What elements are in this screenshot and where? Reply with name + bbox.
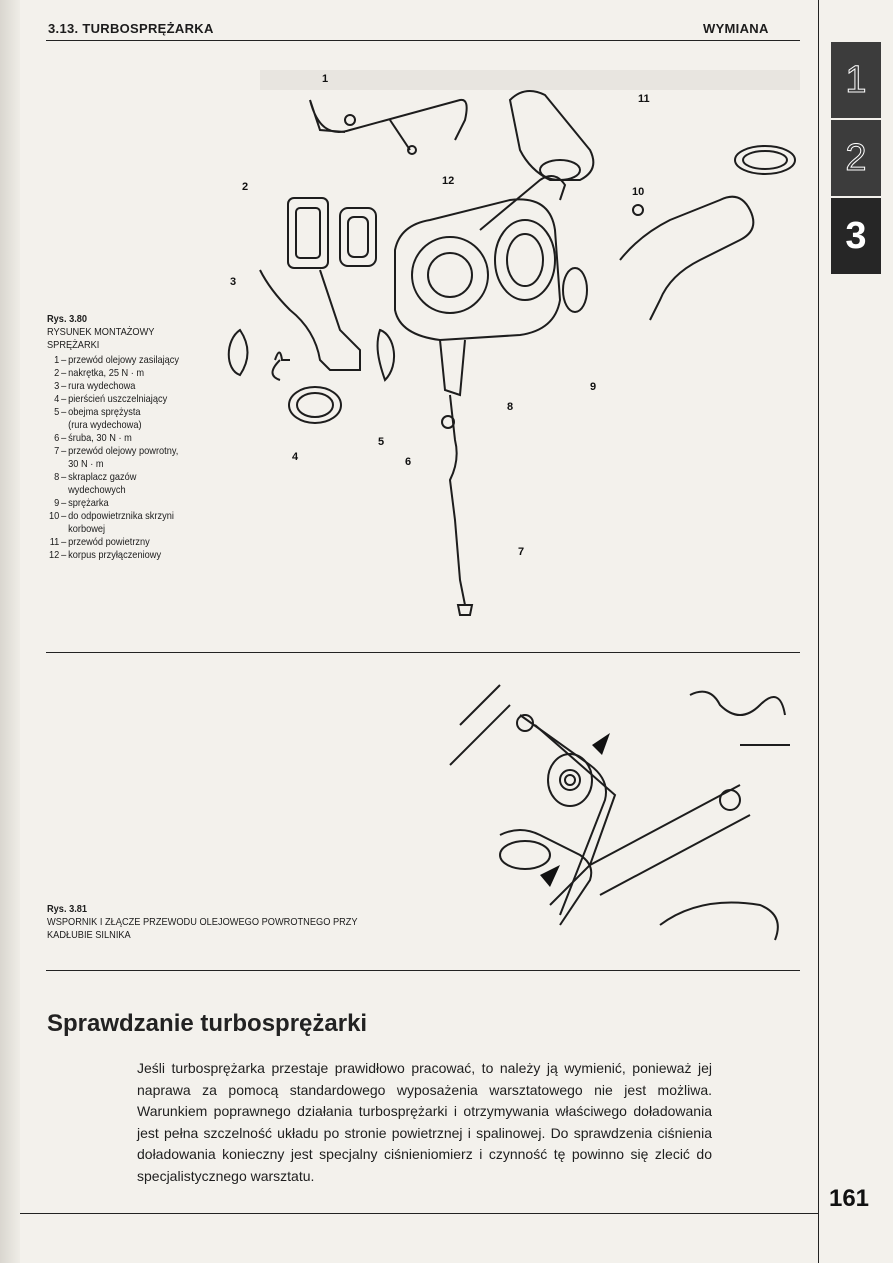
legend-item bbox=[47, 432, 200, 445]
legend-item bbox=[47, 523, 200, 536]
legend-item bbox=[47, 536, 200, 549]
legend-dash: – bbox=[61, 497, 67, 509]
legend-text: przewód olejowy zasilający bbox=[68, 354, 180, 366]
legend-text: wydechowych bbox=[68, 484, 126, 496]
legend-number: 6 bbox=[54, 432, 60, 444]
figure-number: Rys. 3.81 bbox=[47, 903, 88, 915]
callout-number-12: 12 bbox=[442, 175, 455, 187]
callout-number-4: 4 bbox=[292, 451, 299, 463]
callout-number-9: 9 bbox=[590, 381, 597, 393]
legend-number: 3 bbox=[54, 380, 60, 392]
page-binding-shadow bbox=[0, 0, 20, 1263]
callout-number-3: 3 bbox=[230, 276, 237, 288]
legend-item bbox=[47, 393, 200, 406]
legend-text: obejma sprężysta bbox=[68, 406, 141, 418]
body-paragraph: Jeśli turbosprężarka przestaje prawidłowo pracować, to należy ją wymienić, ponieważ jej naprawa za pomocą standardowego wyposażenia warsztatowego nie jest możliwa. Warunkiem poprawnego działania turbosprężarki i otrzymywania właściwego doładowania jest pełna szczelność układu po stronie powietrznej i spalinowej. Do sprawdzenia ciśnienia doładowania konieczny jest specjalny ciśnieniomierz i czynność tę powinno się zlecić do specjalistycznego warsztatu. bbox=[137, 1060, 712, 1184]
legend-dash: – bbox=[61, 471, 67, 483]
legend-dash: – bbox=[61, 510, 67, 522]
legend-text: (rura wydechowa) bbox=[68, 419, 142, 431]
return-line-fitting bbox=[560, 770, 580, 790]
callout-number-6: 6 bbox=[405, 456, 412, 468]
legend-number: 12 bbox=[49, 549, 60, 561]
chapter-tab-3[interactable]: 3 bbox=[831, 198, 881, 274]
exhaust-pipe bbox=[260, 270, 360, 370]
engine-block-outline bbox=[450, 685, 606, 915]
running-header-right: WYMIANA bbox=[703, 21, 769, 36]
figure-title-line: WSPORNIK I ZŁĄCZE PRZEWODU OLEJOWEGO POWROTNEGO PRZY bbox=[47, 916, 358, 928]
header-rule bbox=[46, 40, 800, 41]
legend-text: sprężarka bbox=[68, 497, 109, 509]
turbine-housing bbox=[495, 220, 555, 300]
legend-item bbox=[47, 380, 200, 393]
turbo-housing bbox=[395, 199, 560, 340]
oil-return-bracket-diagram bbox=[440, 665, 795, 955]
legend-text: nakrętka, 25 N · m bbox=[68, 367, 145, 379]
footer-rule bbox=[20, 1213, 818, 1214]
figure-legend bbox=[47, 354, 200, 562]
legend-dash bbox=[59, 458, 68, 471]
legend-number bbox=[47, 458, 59, 471]
legend-text: pierścień uszczelniający bbox=[68, 393, 168, 405]
running-header-section: 3.13. TURBOSPRĘŻARKA bbox=[48, 21, 214, 36]
legend-item bbox=[47, 458, 200, 471]
legend-dash bbox=[59, 484, 68, 497]
legend-item bbox=[47, 484, 200, 497]
bracket-plate bbox=[548, 754, 592, 806]
legend-number bbox=[47, 523, 59, 536]
compressor-wheel-housing bbox=[412, 237, 488, 313]
turbocharger-exploded-diagram bbox=[220, 60, 810, 630]
arrow-upper bbox=[592, 733, 610, 755]
legend-number: 11 bbox=[49, 536, 60, 548]
legend-text: 30 N · m bbox=[68, 458, 104, 470]
legend-text: śruba, 30 N · m bbox=[68, 432, 132, 444]
support-bracket bbox=[590, 785, 750, 895]
legend-dash: – bbox=[61, 367, 67, 379]
legend-item bbox=[47, 549, 200, 562]
legend-number bbox=[47, 419, 59, 432]
legend-number: 9 bbox=[54, 497, 60, 509]
legend-text: skraplacz gazów bbox=[68, 471, 137, 483]
oil-drain-flange bbox=[440, 340, 465, 395]
arrow-lower bbox=[540, 865, 560, 887]
legend-number: 2 bbox=[54, 367, 60, 379]
legend-dash: – bbox=[61, 445, 67, 457]
legend-dash: – bbox=[61, 536, 67, 548]
mount-bolt bbox=[720, 790, 740, 810]
legend-number: 10 bbox=[49, 510, 60, 522]
legend-item bbox=[47, 406, 200, 419]
section-title: Sprawdzanie turbosprężarki bbox=[47, 1010, 368, 1037]
callout-number-11: 11 bbox=[638, 93, 650, 105]
legend-item bbox=[47, 497, 200, 510]
legend-item bbox=[47, 445, 200, 458]
legend-item bbox=[47, 419, 200, 432]
legend-item bbox=[47, 471, 200, 484]
legend-number: 4 bbox=[54, 393, 60, 405]
figure-title-line: RYSUNEK MONTAŻOWY bbox=[47, 326, 155, 338]
chapter-tab-2[interactable]: 2 bbox=[831, 120, 881, 196]
figure-3-81-caption bbox=[47, 903, 358, 942]
air-pipe-elbow bbox=[510, 91, 593, 180]
legend-text: przewód powietrzny bbox=[68, 536, 150, 548]
legend-text: przewód olejowy powrotny, bbox=[68, 445, 179, 457]
figure-title-line: SPRĘŻARKI bbox=[47, 339, 100, 351]
legend-dash: – bbox=[61, 393, 67, 405]
spring-clip-right bbox=[378, 330, 395, 380]
oil-feed-pipe bbox=[310, 100, 467, 150]
legend-dash: – bbox=[61, 354, 67, 366]
chapter-tab-1[interactable]: 1 bbox=[831, 42, 881, 118]
legend-dash: – bbox=[61, 406, 67, 418]
legend-dash bbox=[59, 419, 68, 432]
figure-divider bbox=[46, 652, 800, 653]
legend-item bbox=[47, 510, 200, 523]
legend-item bbox=[47, 367, 200, 380]
figure-title-line: KADŁUBIE SILNIKA bbox=[47, 929, 131, 941]
callout-number-5: 5 bbox=[378, 436, 385, 448]
hose-ring bbox=[563, 268, 587, 312]
spring-clip-left bbox=[229, 330, 248, 375]
pipe-bend bbox=[660, 903, 778, 941]
legend-item bbox=[47, 354, 200, 367]
callout-number-10: 10 bbox=[632, 186, 645, 198]
legend-text: do odpowietrznika skrzyni bbox=[68, 510, 174, 522]
figure-number: Rys. 3.80 bbox=[47, 313, 88, 325]
legend-number bbox=[47, 484, 59, 497]
legend-dash: – bbox=[61, 549, 67, 561]
callout-number-2: 2 bbox=[242, 181, 249, 193]
indicator-arrows bbox=[540, 733, 610, 887]
callout-number-8: 8 bbox=[507, 401, 514, 413]
callout-number-1: 1 bbox=[322, 73, 329, 85]
figure-3-80-caption bbox=[47, 313, 200, 562]
legend-number: 1 bbox=[54, 354, 60, 366]
section-divider bbox=[46, 970, 800, 971]
legend-dash bbox=[59, 523, 68, 536]
legend-number: 8 bbox=[54, 471, 60, 483]
legend-text: korbowej bbox=[68, 523, 106, 535]
legend-number: 7 bbox=[54, 445, 60, 457]
legend-number: 5 bbox=[54, 406, 60, 418]
page-number: 161 bbox=[828, 1185, 870, 1212]
margin-rule bbox=[818, 0, 819, 1263]
callout-number-7: 7 bbox=[518, 546, 525, 558]
banjo-fitting bbox=[345, 115, 355, 125]
legend-dash: – bbox=[61, 380, 67, 392]
legend-text: rura wydechowa bbox=[68, 380, 136, 392]
legend-text: korpus przyłączeniowy bbox=[68, 549, 162, 561]
legend-dash: – bbox=[61, 432, 67, 444]
